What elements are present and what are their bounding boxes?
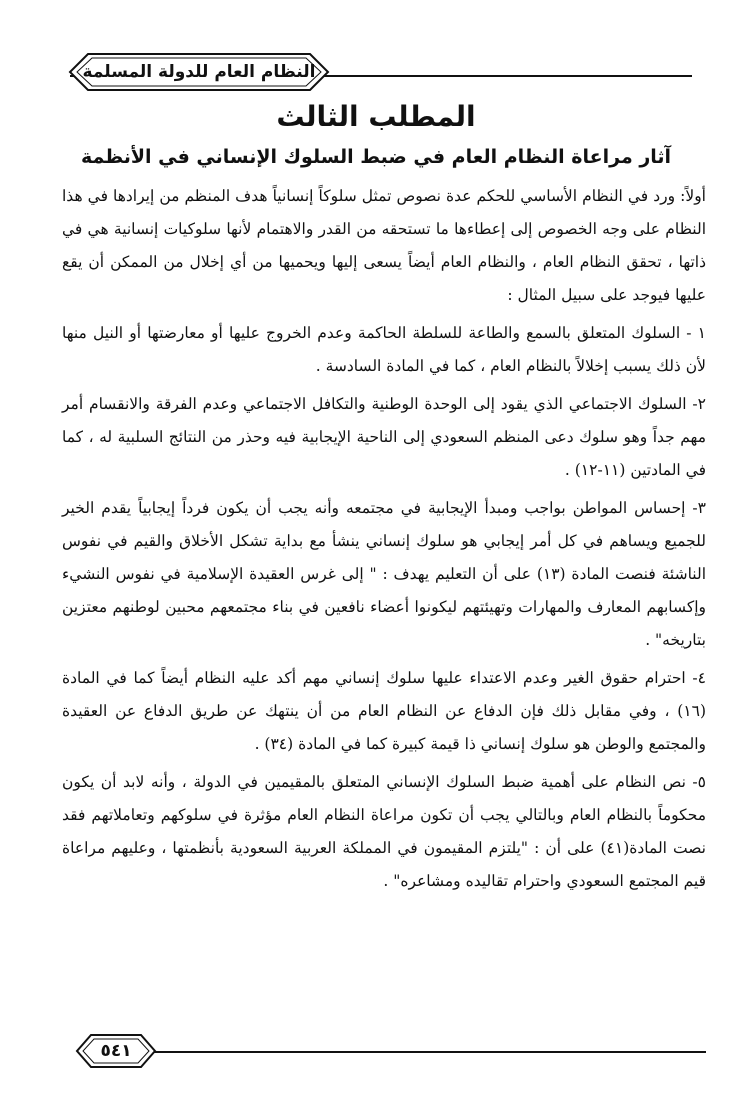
page-number-badge xyxy=(75,1033,157,1069)
paragraph-intro: أولاً: ورد في النظام الأساسي للحكم عدة نصوص تمثل سلوكاً إنسانياً هدف المنظم من إيرادها في هذا النظام على وجه الخصوص إلى إعطاءها ما تستحقه من القدر والاهتمام لأنها سلوكيات إنسانية هي في ذاتها ، تحقق النظام العام ، والنظام العام أيضاً يسعى إليها ويحميها من أي إخلال من الممكن أن يقع عليها فيوجد على سبيل المثال : xyxy=(62,187,706,304)
paragraph-item-5: ٥- نص النظام على أهمية ضبط السلوك الإنساني المتعلق بالمقيمين في الدولة ، وأنه لابد أن يكون محكوماً بالنظام العام وبالتالي يجب أن تكون مراعاة النظام العام مؤثرة في سلوكهم وتعاملاتهم فقد نصت المادة(٤١) على أن : "يلتزم المقيمون في المملكة العربية السعودية بأنظمتها ، وعليهم مراعاة قيم المجتمع السعودي واحترام تقاليده ومشاعره" . xyxy=(62,773,706,890)
paragraph-item-1: ١ - السلوك المتعلق بالسمع والطاعة للسلطة الحاكمة وعدم الخروج عليها أو معارضتها أو النيل منها لأن ذلك يسبب إخلالاً بالنظام العام ، كما في المادة السادسة . xyxy=(62,324,706,375)
running-header-badge xyxy=(68,52,330,92)
page-number: ٥٤١ xyxy=(100,1041,132,1061)
paragraph-item-2: ٢- السلوك الاجتماعي الذي يقود إلى الوحدة الوطنية والتكافل الاجتماعي وعدم الفرقة والانقسام أمر مهم جداً وهو سلوك دعى المنظم السعودي إلى الناحية الإيجابية فيه وحذر من النتائج السلبية له ، كما في المادتين (١١-١٢) . xyxy=(62,395,706,479)
paragraph-item-4: ٤- احترام حقوق الغير وعدم الاعتداء عليها سلوك إنساني مهم أكد عليه النظام أيضاً كما في المادة (١٦) ، وفي مقابل ذلك فإن الدفاع عن النظام العام من أن ينتهك عن طريق الدفاع عن العقيدة والمجتمع والوطن هو سلوك إنساني ذا قيمة كبيرة كما في المادة (٣٤) . xyxy=(62,669,706,753)
footer-rule xyxy=(120,1051,706,1053)
section-subtitle: آثار مراعاة النظام العام في ضبط السلوك الإنساني في الأنظمة xyxy=(80,146,672,168)
running-header-title: النظام العام للدولة المسلمة xyxy=(82,62,316,82)
body-text xyxy=(62,180,706,903)
paragraph-item-3: ٣- إحساس المواطن بواجب ومبدأ الإيجابية في مجتمعه وأنه يجب أن يكون فرداً إيجابياً يقدم الخير للجميع ويساهم في كل أمر إيجابي هو سلوك إنساني ينشأ مع بداية تشكل الأخلاق والقيم في نفوس الناشئة فنصت المادة (١٣) على أن التعليم يهدف : " إلى غرس العقيدة الإسلامية في نفوس النشيء وإكسابهم المعارف والمهارات وتهيئتهم ليكونوا أعضاء نافعين في بناء مجتمعهم محبين لوطنهم معتزين بتاريخه" . xyxy=(62,499,706,649)
section-title: المطلب الثالث xyxy=(276,100,476,133)
